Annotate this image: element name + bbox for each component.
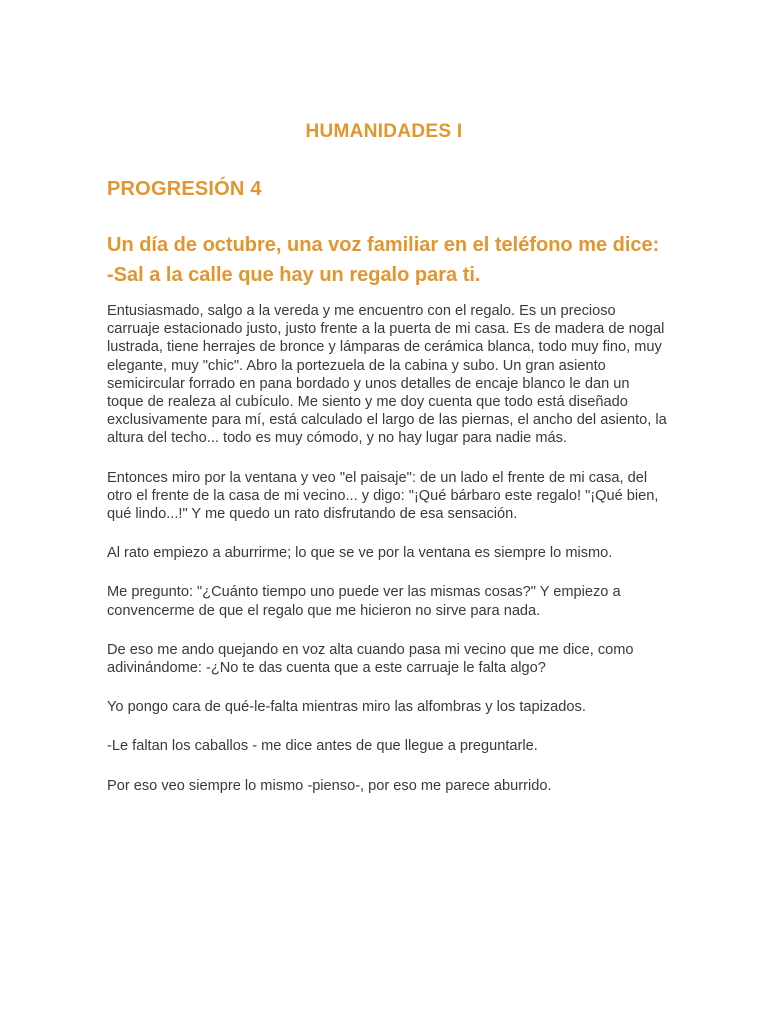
story-heading: Un día de octubre, una voz familiar en el teléfono me dice: -Sal a la calle que hay un regalo para ti.	[107, 234, 660, 286]
paragraph: Al rato empiezo a aburrirme; lo que se ve por la ventana es siempre lo mismo.	[107, 545, 613, 562]
story-body	[107, 302, 667, 816]
paragraph: Entusiasmado, salgo a la vereda y me encuentro con el regalo. Es un precioso carruaje estacionado justo, justo frente a la puerta de mi casa. Es de madera de nogal lustrada, tiene herrajes de bronce y lámparas de cerámica blanca, todo muy fino, muy elegante, muy "chic". Abro la portezuela de la cabina y subo. Un gran asiento semicircular forrado en pana bordado y unos detalles de encaje blanco le dan un toque de realeza al cubículo. Me siento y me doy cuenta que todo está diseñado exclusivamente para mí, está calculado el largo de las piernas, el ancho del asiento, la altura del techo... todo es muy cómodo, y no hay lugar para nadie más.	[107, 303, 667, 447]
course-title: HUMANIDADES I	[305, 121, 463, 142]
paragraph: Me pregunto: "¿Cuánto tiempo uno puede ver las mismas cosas?" Y empiezo a convencerme de que el regalo que me hicieron no sirve para nada.	[107, 584, 621, 619]
paragraph: -Le faltan los caballos - me dice antes de que llegue a preguntarle.	[107, 738, 538, 755]
paragraph: Yo pongo cara de qué-le-falta mientras miro las alfombras y los tapizados.	[107, 699, 586, 716]
paragraph: De eso me ando quejando en voz alta cuando pasa mi vecino que me dice, como adivinándome: -¿No te das cuenta que a este carruaje le falta algo?	[107, 641, 634, 677]
paragraph: Por eso veo siempre lo mismo -pienso-, por eso me parece aburrido.	[107, 777, 552, 794]
section-title: PROGRESIÓN 4	[107, 178, 262, 200]
paragraph: Entonces miro por la ventana y veo "el paisaje": de un lado el frente de mi casa, del otro el frente de la casa de mi vecino... y digo: "¡Qué bárbaro este regalo! "¡Qué bien, qué lindo...!" Y me quedo un rato disfrutando de esa sensación.	[107, 469, 659, 523]
